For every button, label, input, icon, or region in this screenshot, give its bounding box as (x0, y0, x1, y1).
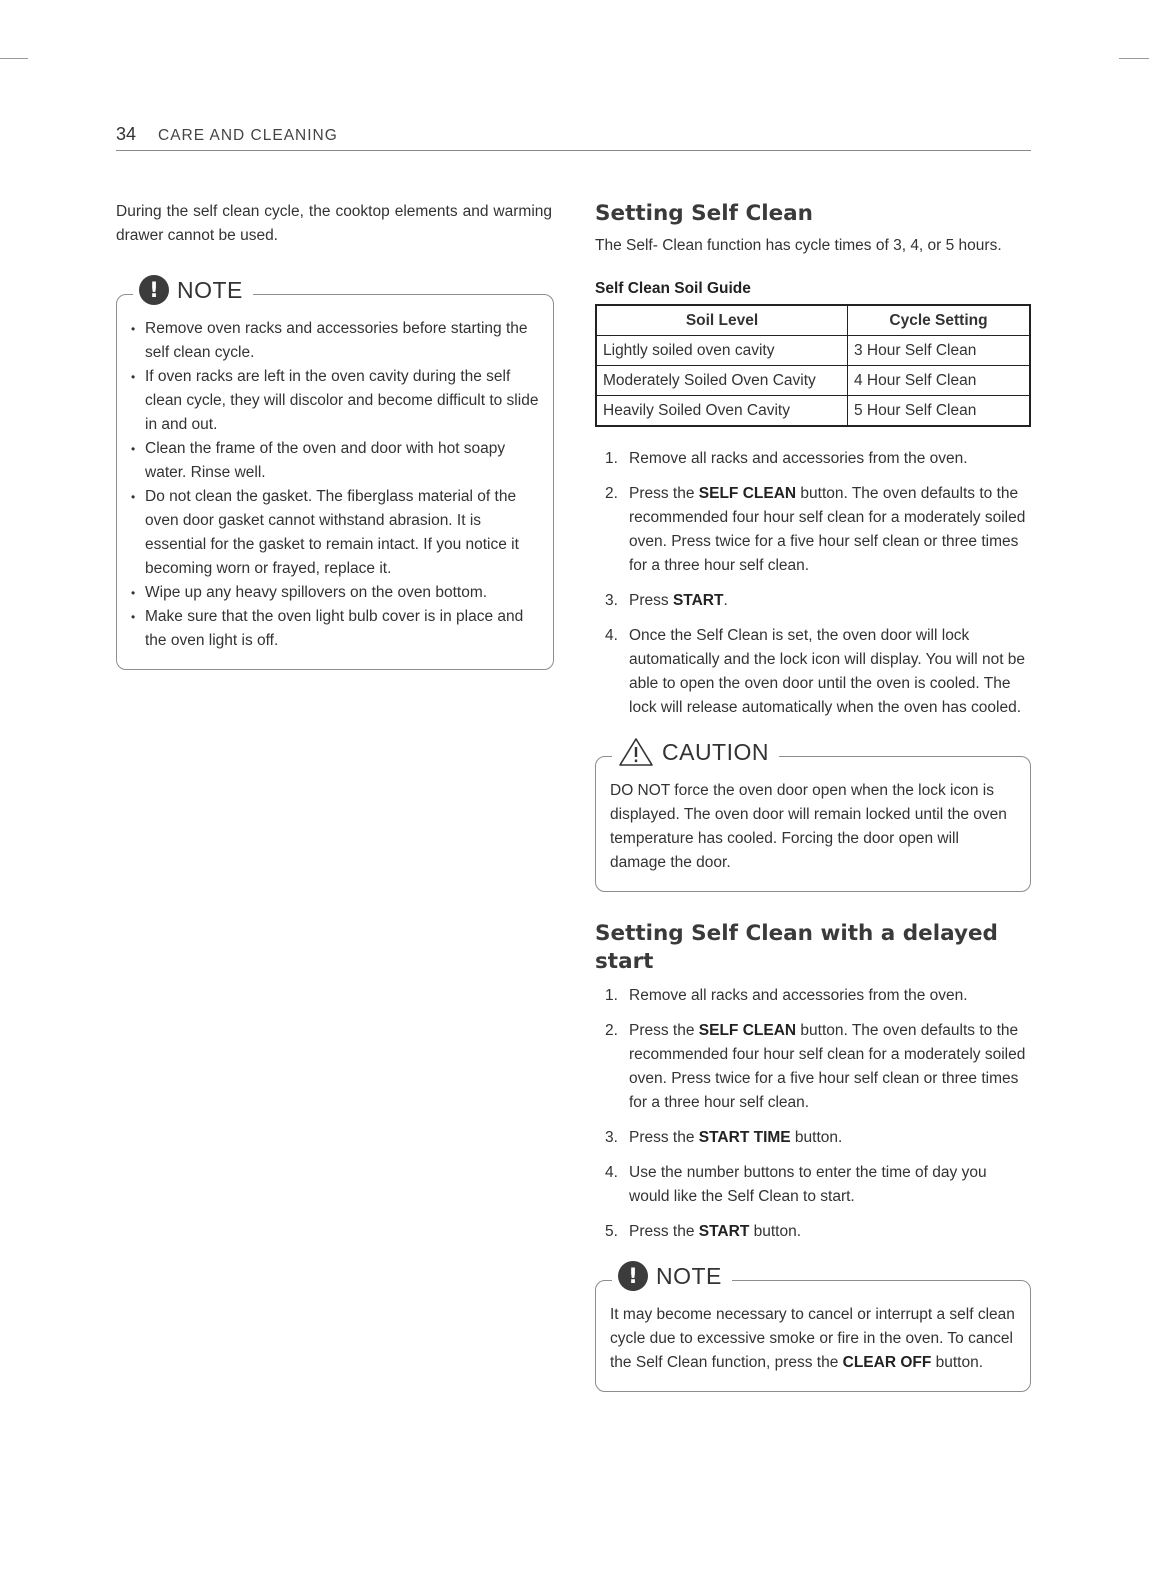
table-cell: Heavily Soiled Oven Cavity (596, 396, 848, 427)
page-number: 34 (116, 124, 137, 144)
intro-paragraph: During the self clean cycle, the cooktop elements and warming drawer cannot be used. (116, 203, 552, 244)
caution-title: CAUTION (662, 738, 769, 765)
note-title: NOTE (656, 1262, 722, 1289)
note-item: • Make sure that the oven light bulb cover is in place and the oven light is off. (131, 605, 539, 653)
step-item: 1. Remove all racks and accessories from the oven. (605, 450, 968, 467)
section-title: CARE AND CLEANING (158, 127, 338, 144)
table-header-cell: Soil Level (596, 305, 848, 336)
step-item: 1. Remove all racks and accessories from the oven. (605, 987, 968, 1004)
note-box (116, 276, 554, 670)
page-header (116, 124, 1031, 151)
table-cell: 4 Hour Self Clean (848, 366, 1031, 396)
warning-triangle-icon (618, 737, 654, 767)
table-cell: Moderately Soiled Oven Cavity (596, 366, 848, 396)
table-row (596, 336, 1030, 366)
setting-steps (595, 447, 1031, 720)
setting-self-clean-heading: Setting Self Clean (595, 201, 813, 226)
table-cell: 5 Hour Self Clean (848, 396, 1031, 427)
note-item: • Wipe up any heavy spillovers on the oven bottom. (131, 581, 539, 605)
soil-guide-title: Self Clean Soil Guide (595, 280, 751, 297)
table-row (596, 366, 1030, 396)
step-item: 4. Once the Self Clean is set, the oven door will lock automatically and the lock icon will display. You will not be able to open the oven door until the oven is cooled. The lock will release automatically when the oven has cooled. (605, 627, 1026, 716)
note-item: • Clean the frame of the oven and door with hot soapy water. Rinse well. (131, 437, 539, 485)
note-heading (133, 275, 253, 305)
left-column (116, 200, 552, 670)
caution-heading (612, 737, 779, 767)
step-item: 3. Press the START TIME button. (605, 1129, 843, 1146)
setting-intro: The Self- Clean function has cycle times of 3, 4, or 5 hours. (595, 237, 1002, 254)
note-box-delayed (595, 1262, 1031, 1392)
step-item: 5. Press the START button. (605, 1223, 802, 1240)
caution-text: DO NOT force the oven door open when the lock icon is displayed. The oven door will remain locked until the oven temperature has cooled. Forcing the door open will damage the door. (610, 782, 1007, 871)
crop-mark-left (0, 58, 28, 59)
note-item: • Do not clean the gasket. The fiberglass material of the oven door gasket cannot withstand abrasion. It is essential for the gasket to remain intact. If you notice it becoming worn or frayed, replace it. (131, 485, 539, 581)
step-item: 2. Press the SELF CLEAN button. The oven defaults to the recommended four hour self clean for a moderately soiled oven. Press twice for a five hour self clean or three times for a three hour self clean. (605, 1022, 1026, 1111)
note-heading (612, 1261, 732, 1291)
info-icon: ! (618, 1261, 648, 1291)
note-text: It may become necessary to cancel or interrupt a self clean cycle due to excessive smoke or fire in the oven. To cancel the Self Clean function, press the CLEAR OFF button. (610, 1306, 1015, 1371)
table-row (596, 396, 1030, 427)
step-item: 3. Press START. (605, 592, 728, 609)
right-column (595, 200, 1031, 1392)
note-item: • Remove oven racks and accessories before starting the self clean cycle. (131, 317, 539, 365)
note-list (131, 317, 539, 653)
step-item: 2. Press the SELF CLEAN button. The oven defaults to the recommended four hour self clean for a moderately soiled oven. Press twice for a five hour self clean or three times for a three hour self clean. (605, 485, 1026, 574)
caution-box (595, 738, 1031, 892)
step-item: 4. Use the number buttons to enter the time of day you would like the Self Clean to start. (605, 1164, 987, 1205)
table-cell: 3 Hour Self Clean (848, 336, 1031, 366)
table-cell: Lightly soiled oven cavity (596, 336, 848, 366)
note-title: NOTE (177, 276, 243, 303)
table-header-row (596, 305, 1030, 336)
soil-guide-table (595, 304, 1031, 427)
info-icon: ! (139, 275, 169, 305)
table-header-cell: Cycle Setting (848, 305, 1031, 336)
crop-mark-right (1119, 58, 1149, 59)
delayed-steps (595, 984, 1031, 1244)
delayed-start-heading: Setting Self Clean with a delayed start (595, 921, 998, 974)
note-item: • If oven racks are left in the oven cavity during the self clean cycle, they will discolor and become difficult to slide in and out. (131, 365, 539, 437)
